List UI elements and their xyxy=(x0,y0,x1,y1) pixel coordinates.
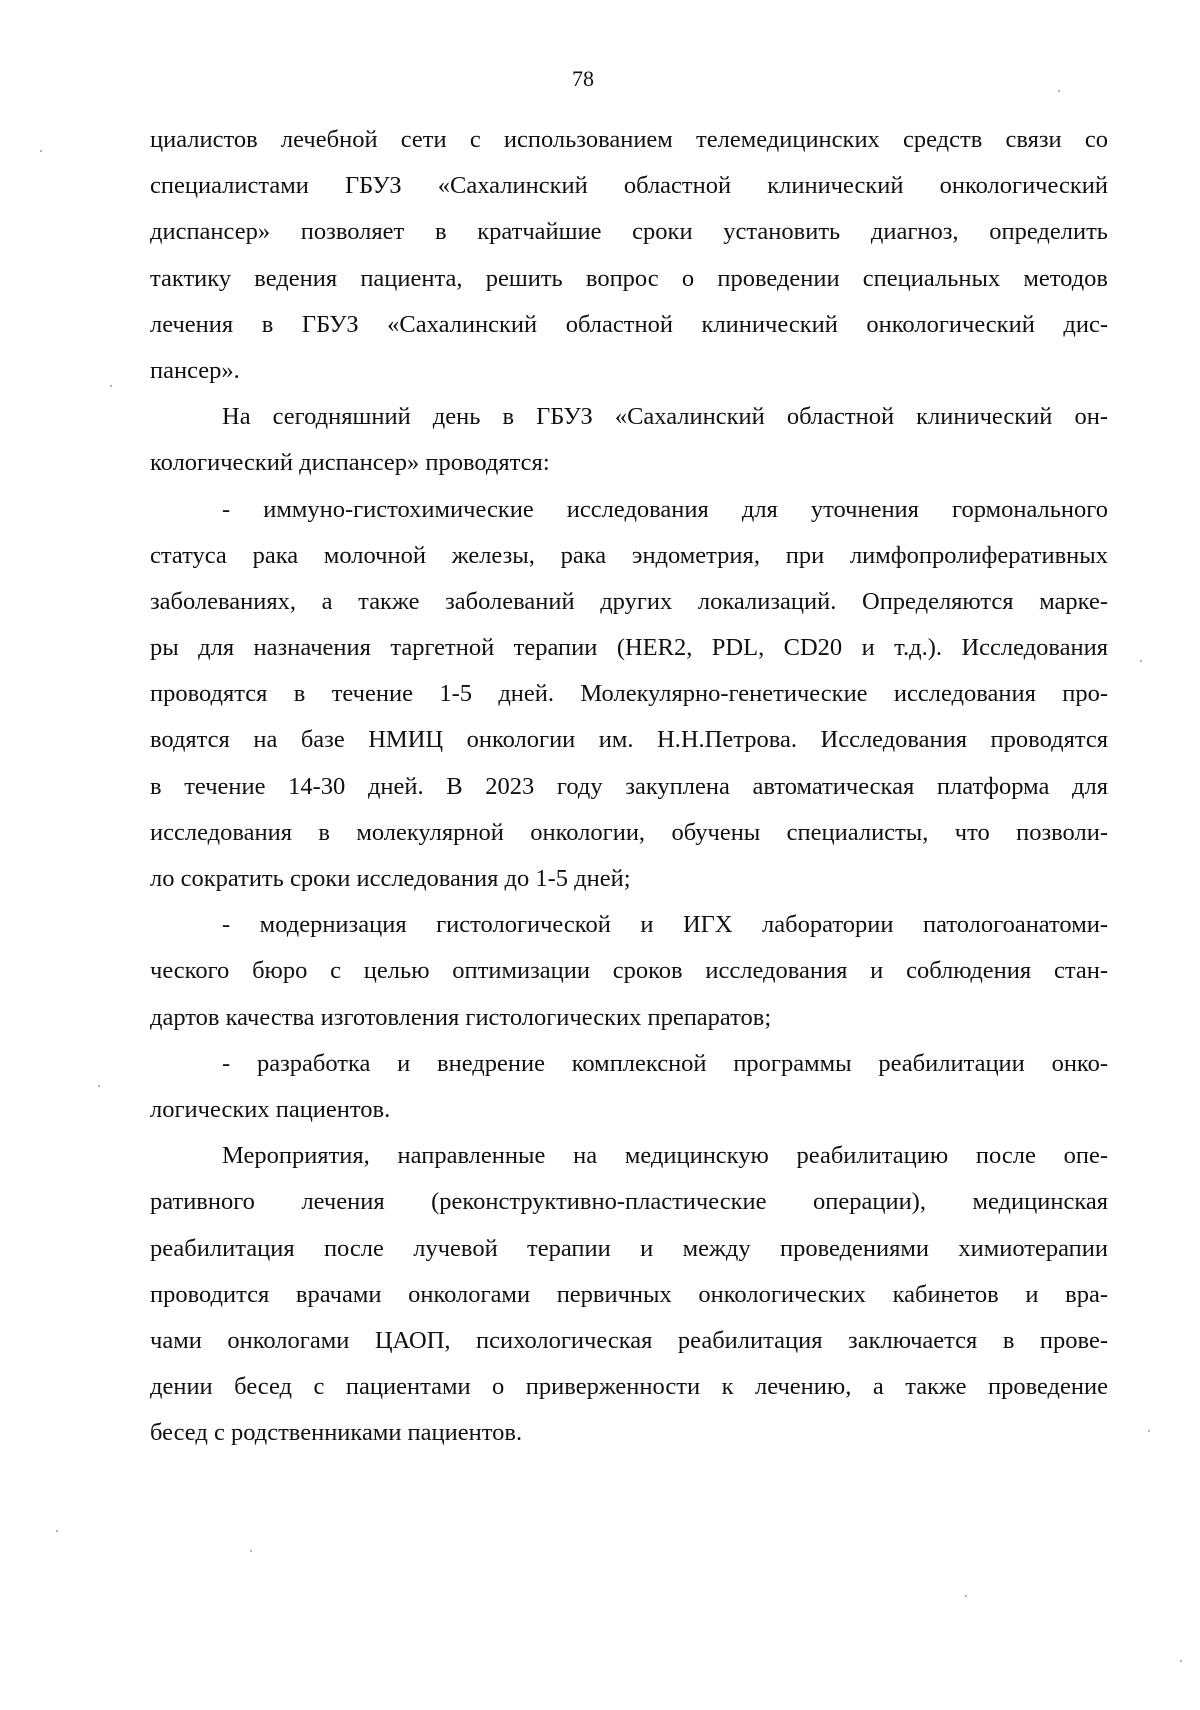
paragraph-3-line-8: исследования в молекулярной онкологии, обучены специалисты, что позволи- xyxy=(150,818,1108,846)
page-number: 78 xyxy=(572,66,594,91)
scan-speck xyxy=(1148,1430,1150,1432)
scan-speck xyxy=(110,385,112,387)
paragraph-3-line-4: ры для назначения таргетной терапии (HER2, PDL, CD20 и т.д.). Исследования xyxy=(150,634,1108,662)
scan-speck xyxy=(40,150,42,152)
scan-speck xyxy=(965,1595,967,1597)
scan-speck xyxy=(1140,660,1142,662)
paragraph-4-line-2: ческого бюро с целью оптимизации сроков исследования и соблюдения стан- xyxy=(150,957,1108,985)
paragraph-6-line-7: бесед с родственниками пациентов. xyxy=(150,1419,523,1447)
paragraph-3-line-2: статуса рака молочной железы, рака эндометрия, при лимфопролиферативных xyxy=(150,541,1108,569)
paragraph-3-line-3: заболеваниях, а также заболеваний других локализаций. Определяются марке- xyxy=(150,587,1108,615)
paragraph-1-line-5: лечения в ГБУЗ «Сахалинский областной клинический онкологический дис- xyxy=(150,310,1108,338)
paragraph-5-line-2: логических пациентов. xyxy=(150,1095,391,1123)
paragraph-6-line-3: реабилитация после лучевой терапии и между проведениями химиотерапии xyxy=(150,1234,1108,1262)
body-text xyxy=(150,117,1108,1456)
paragraph-3-line-7: в течение 14-30 дней. В 2023 году закуплена автоматическая платформа для xyxy=(150,772,1108,800)
paragraph-2-line-1: На сегодняшний день в ГБУЗ «Сахалинский областной клинический он- xyxy=(222,403,1108,431)
scan-speck xyxy=(56,1530,58,1532)
scan-speck xyxy=(98,1085,100,1087)
paragraph-3-line-9: ло сократить сроки исследования до 1-5 дней; xyxy=(150,865,631,892)
paragraph-1-line-4: тактику ведения пациента, решить вопрос о проведении специальных методов xyxy=(150,264,1108,292)
scan-speck xyxy=(1180,1660,1182,1662)
paragraph-6-line-2: ративного лечения (реконструктивно-пластические операции), медицинская xyxy=(150,1188,1108,1216)
paragraph-4-line-1: - модернизация гистологической и ИГХ лаборатории патологоанатоми- xyxy=(222,911,1108,939)
paragraph-1-line-1: циалистов лечебной сети с использованием телемедицинских средств связи со xyxy=(150,126,1108,153)
paragraph-1-line-2: специалистами ГБУЗ «Сахалинский областной клинический онкологический xyxy=(150,172,1108,200)
paragraph-4-line-3: дартов качества изготовления гистологических препаратов; xyxy=(150,1003,772,1031)
paragraph-1-line-6: пансер». xyxy=(150,356,240,384)
paragraph-6-line-4: проводится врачами онкологами первичных онкологических кабинетов и вра- xyxy=(150,1280,1108,1308)
paragraph-3-line-1: - иммуно-гистохимические исследования для уточнения гормонального xyxy=(222,495,1108,523)
paragraph-6-line-1: Мероприятия, направленные на медицинскую реабилитацию после опе- xyxy=(222,1142,1108,1170)
paragraph-2-line-2: кологический диспансер» проводятся: xyxy=(150,449,550,477)
paragraph-5-line-1: - разработка и внедрение комплексной программы реабилитации онко- xyxy=(222,1049,1108,1077)
scan-speck xyxy=(1058,90,1060,92)
paragraph-6-line-5: чами онкологами ЦАОП, психологическая реабилитация заключается в прове- xyxy=(150,1326,1108,1354)
paragraph-3-line-5: проводятся в течение 1-5 дней. Молекулярно-генетические исследования про- xyxy=(150,680,1108,708)
paragraph-1-line-3: диспансер» позволяет в кратчайшие сроки установить диагноз, определить xyxy=(150,218,1108,246)
scan-speck xyxy=(250,1550,252,1552)
paragraph-3-line-6: водятся на базе НМИЦ онкологии им. Н.Н.Петрова. Исследования проводятся xyxy=(150,726,1108,754)
paragraph-6-line-6: дении бесед с пациентами о приверженности к лечению, а также проведение xyxy=(150,1373,1108,1401)
